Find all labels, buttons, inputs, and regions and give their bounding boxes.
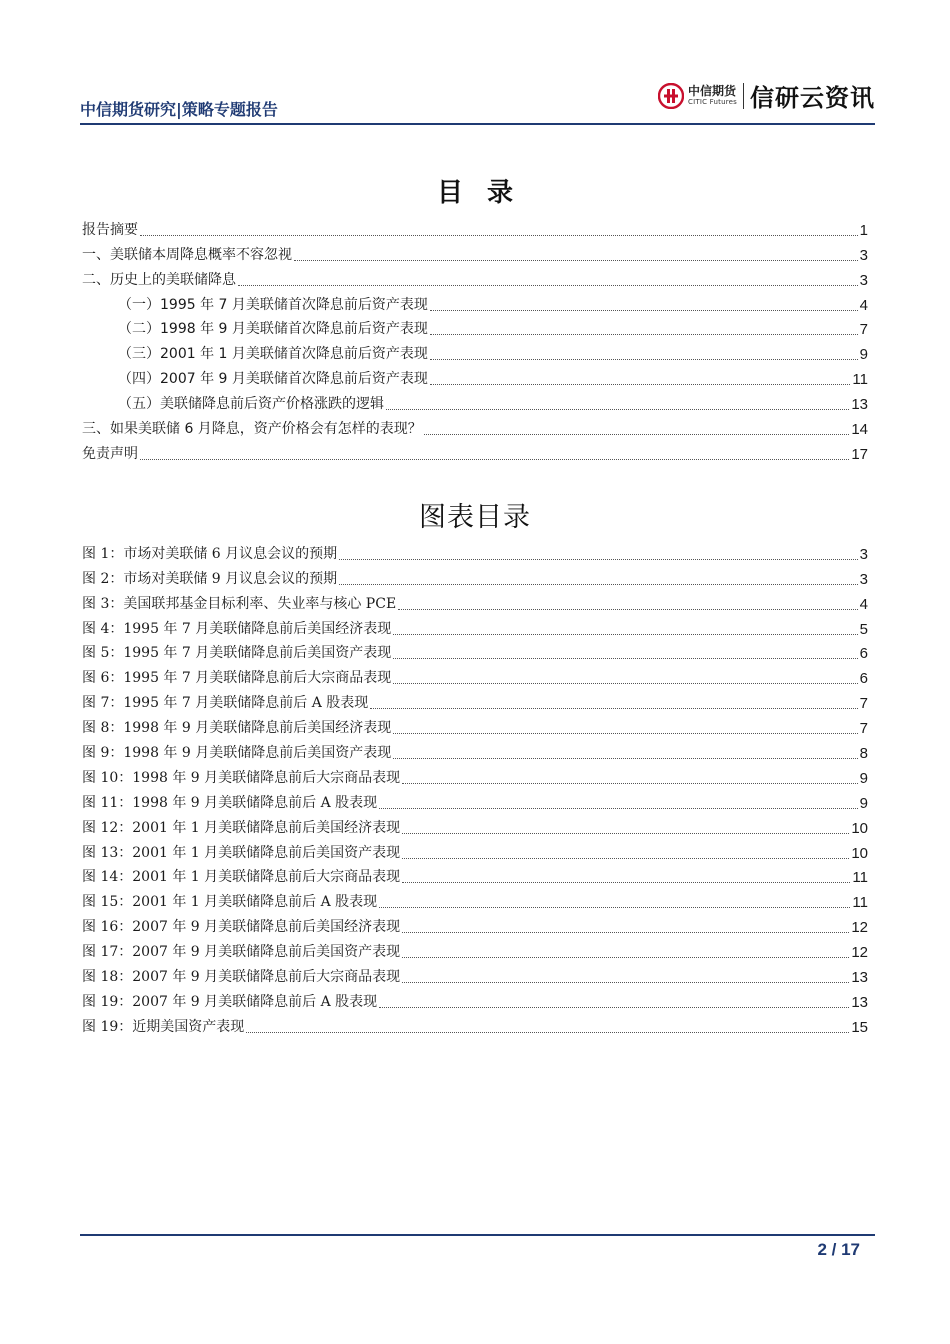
- dot-leader: [393, 646, 857, 659]
- figure-entry-page: 5: [859, 620, 868, 638]
- report-series-title: 中信期货研究|策略专题报告: [80, 100, 278, 119]
- dot-leader: [379, 995, 849, 1008]
- dot-leader: [379, 796, 857, 809]
- toc-entry[interactable]: [82, 289, 868, 314]
- logo-chinese-name: 中信期货: [688, 84, 737, 98]
- header-rule: [80, 123, 875, 125]
- figure-entry-page: 6: [859, 670, 868, 688]
- toc-entry-label: 二、历史上的美联储降息: [82, 271, 236, 288]
- figure-entry-page: 4: [859, 595, 868, 613]
- figure-entry-label: 图 14：2001 年 1 月美联储降息前后大宗商品表现: [82, 869, 401, 886]
- toc-entry-label: （三）2001 年 1 月美联储首次降息前后资产表现: [118, 346, 428, 363]
- figure-entry-page: 9: [859, 794, 868, 812]
- dot-leader: [386, 397, 849, 410]
- dot-leader: [393, 671, 857, 684]
- toc-entry[interactable]: [82, 388, 868, 413]
- figure-entry-label: 图 19：近期美国资产表现: [82, 1018, 245, 1035]
- figure-entry-label: 图 6：1995 年 7 月美联储降息前后大宗商品表现: [82, 670, 392, 687]
- dot-leader: [402, 945, 849, 958]
- toc-entry-page: 11: [852, 371, 868, 389]
- page-header: [80, 72, 875, 124]
- dot-leader: [402, 771, 858, 784]
- dot-leader: [402, 970, 849, 983]
- dot-leader: [402, 846, 849, 859]
- figure-entry[interactable]: [82, 961, 868, 986]
- logo-english-name: CITIC Futures: [688, 98, 737, 106]
- figure-entry-page: 7: [859, 695, 868, 713]
- figure-entry[interactable]: [82, 762, 868, 787]
- figure-list: [82, 538, 868, 1036]
- figure-entry[interactable]: [82, 613, 868, 638]
- logo-wordmark: [688, 85, 737, 106]
- toc-entry[interactable]: [82, 363, 868, 388]
- dot-leader: [393, 622, 857, 635]
- toc-entry-label: （一）1995 年 7 月美联储首次降息前后资产表现: [118, 296, 428, 313]
- figure-entry[interactable]: [82, 812, 868, 837]
- figure-entry[interactable]: [82, 787, 868, 812]
- figure-entry-page: 11: [852, 894, 868, 912]
- figure-entry-label: 图 19：2007 年 9 月美联储降息前后 A 股表现: [82, 993, 378, 1010]
- toc-entry-label: 三、如果美联储 6 月降息，资产价格会有怎样的表现？: [82, 421, 422, 438]
- toc-entry[interactable]: [82, 338, 868, 363]
- figure-entry-page: 7: [859, 720, 868, 738]
- citic-emblem-icon: [658, 83, 684, 109]
- figure-entry-page: 13: [851, 969, 868, 987]
- dot-leader: [393, 721, 857, 734]
- figure-entry-page: 3: [859, 570, 868, 588]
- figure-entry-label: 图 9：1998 年 9 月美联储降息前后美国资产表现: [82, 745, 392, 762]
- brand-name: 信研云资讯: [750, 83, 875, 112]
- dot-leader: [370, 696, 857, 709]
- dot-leader: [398, 597, 857, 610]
- dot-leader: [430, 322, 858, 335]
- figure-entry[interactable]: [82, 936, 868, 961]
- figure-entry-page: 8: [859, 745, 868, 763]
- toc-entry-page: 17: [851, 445, 868, 463]
- footer-rule: [80, 1234, 875, 1236]
- dot-leader: [379, 895, 850, 908]
- dot-leader: [430, 347, 858, 360]
- figure-entry[interactable]: [82, 563, 868, 588]
- figure-entry[interactable]: [82, 712, 868, 737]
- toc-entry-page: 13: [851, 396, 868, 414]
- figure-entry-label: 图 1：市场对美联储 6 月议息会议的预期: [82, 545, 338, 562]
- figure-entry-page: 12: [851, 944, 868, 962]
- toc-entry-label: （五）美联储降息前后资产价格涨跌的逻辑: [118, 396, 384, 413]
- figure-entry-label: 图 4：1995 年 7 月美联储降息前后美国经济表现: [82, 620, 392, 637]
- toc-entry-label: 免责声明: [82, 445, 138, 462]
- dot-leader: [402, 821, 849, 834]
- dot-leader: [393, 746, 857, 759]
- dot-leader: [339, 572, 857, 585]
- toc-entry-label: 报告摘要: [82, 221, 138, 238]
- figure-entry-page: 3: [859, 545, 868, 563]
- figure-entry-label: 图 15：2001 年 1 月美联储降息前后 A 股表现: [82, 894, 378, 911]
- toc-entry[interactable]: [82, 214, 868, 239]
- dot-leader: [294, 248, 858, 261]
- toc-entry-page: 3: [859, 271, 868, 289]
- figure-entry-label: 图 8：1998 年 9 月美联储降息前后美国经济表现: [82, 720, 392, 737]
- toc-entry-page: 3: [859, 246, 868, 264]
- figure-entry-label: 图 13：2001 年 1 月美联储降息前后美国资产表现: [82, 844, 401, 861]
- figure-entry[interactable]: [82, 862, 868, 887]
- citic-logo: [658, 78, 875, 113]
- figure-entry[interactable]: [82, 638, 868, 663]
- dot-leader: [140, 447, 849, 460]
- dot-leader: [339, 547, 857, 560]
- figure-entry-label: 图 11：1998 年 9 月美联储降息前后 A 股表现: [82, 794, 378, 811]
- figure-entry-label: 图 2：市场对美联储 9 月议息会议的预期: [82, 570, 338, 587]
- dot-leader: [424, 422, 850, 435]
- dot-leader: [402, 870, 850, 883]
- toc-entry-label: （二）1998 年 9 月美联储首次降息前后资产表现: [118, 321, 428, 338]
- figure-entry[interactable]: [82, 737, 868, 762]
- figure-entry-label: 图 12：2001 年 1 月美联储降息前后美国经济表现: [82, 819, 401, 836]
- toc-entry-label: 一、美联储本周降息概率不容忽视: [82, 246, 292, 263]
- toc-entry-page: 7: [859, 321, 868, 339]
- figure-entry[interactable]: [82, 538, 868, 563]
- logo-divider: [743, 83, 744, 109]
- dot-leader: [246, 1020, 849, 1033]
- figure-list-heading: 图表目录: [419, 502, 531, 533]
- figure-entry-page: 13: [851, 993, 868, 1011]
- dot-leader: [430, 372, 851, 385]
- toc-entry-page: 9: [859, 346, 868, 364]
- toc-entry[interactable]: [82, 264, 868, 289]
- figure-entry-label: 图 5：1995 年 7 月美联储降息前后美国资产表现: [82, 645, 392, 662]
- toc-entry[interactable]: [82, 314, 868, 339]
- toc-entry-page: 4: [859, 296, 868, 314]
- dot-leader: [140, 223, 858, 236]
- figure-entry-page: 10: [851, 844, 868, 862]
- figure-entry-label: 图 7：1995 年 7 月美联储降息前后 A 股表现: [82, 695, 369, 712]
- figure-entry-label: 图 16：2007 年 9 月美联储降息前后美国经济表现: [82, 919, 401, 936]
- figure-entry-label: 图 18：2007 年 9 月美联储降息前后大宗商品表现: [82, 969, 401, 986]
- toc-entry-label: （四）2007 年 9 月美联储首次降息前后资产表现: [118, 371, 428, 388]
- dot-leader: [430, 298, 858, 311]
- figure-entry[interactable]: [82, 687, 868, 712]
- toc-heading: 目录: [436, 178, 537, 208]
- figure-entry-label: 图 3：美国联邦基金目标利率、失业率与核心 PCE: [82, 595, 397, 612]
- figure-entry-page: 12: [851, 919, 868, 937]
- figure-entry[interactable]: [82, 1011, 868, 1036]
- figure-entry-page: 15: [851, 1018, 868, 1036]
- figure-entry-label: 图 17：2007 年 9 月美联储降息前后美国资产表现: [82, 944, 401, 961]
- toc-entry[interactable]: [82, 438, 868, 463]
- toc-list: [82, 214, 868, 463]
- dot-leader: [402, 920, 849, 933]
- page-number: 2 / 17: [817, 1240, 860, 1259]
- figure-entry[interactable]: [82, 886, 868, 911]
- figure-entry[interactable]: [82, 588, 868, 613]
- figure-entry-page: 10: [851, 819, 868, 837]
- toc-entry[interactable]: [82, 413, 868, 438]
- figure-entry-page: 9: [859, 769, 868, 787]
- dot-leader: [238, 273, 858, 286]
- toc-entry[interactable]: [82, 239, 868, 264]
- figure-entry[interactable]: [82, 986, 868, 1011]
- toc-entry-page: 1: [859, 221, 868, 239]
- figure-entry-label: 图 10：1998 年 9 月美联储降息前后大宗商品表现: [82, 769, 401, 786]
- figure-entry[interactable]: [82, 911, 868, 936]
- figure-entry[interactable]: [82, 837, 868, 862]
- figure-entry[interactable]: [82, 662, 868, 687]
- figure-entry-page: 6: [859, 645, 868, 663]
- toc-entry-page: 14: [851, 421, 868, 439]
- figure-entry-page: 11: [852, 869, 868, 887]
